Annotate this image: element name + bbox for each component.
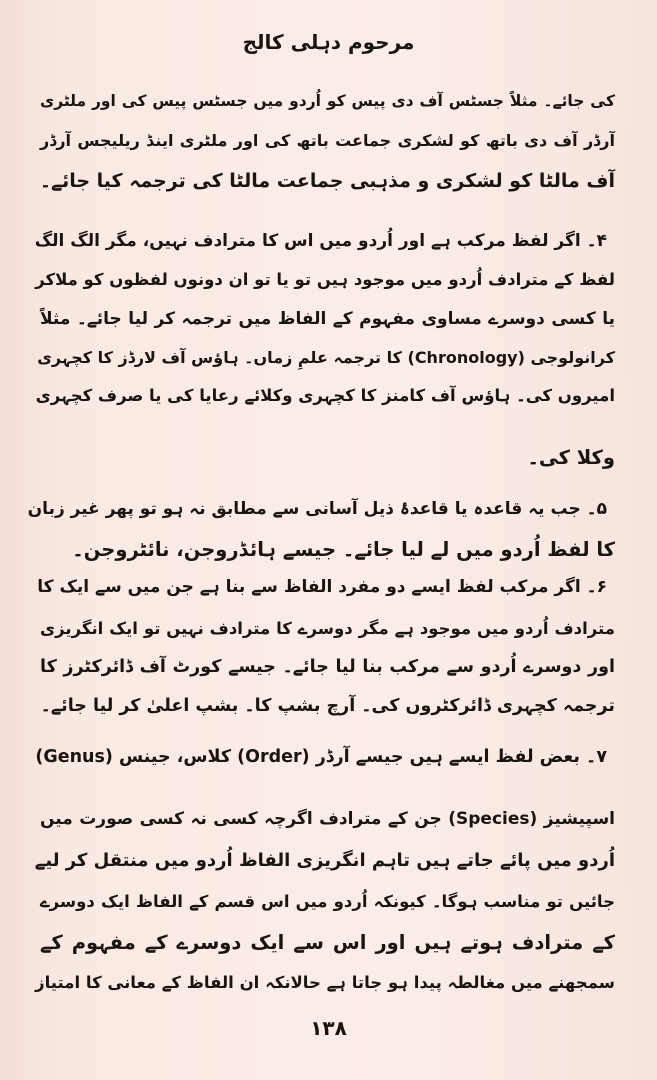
text-line: کے مترادف ہوتے ہیں اور اس سے ایک دوسرے کے مفہوم کے — [40, 931, 615, 954]
text-line: امیروں کی۔ ہاؤس آف کامنز کا کچہری وکلائے رعایا کی یا صرف کچہری — [35, 386, 615, 405]
text-line: کا لفظ اُردو میں لے لیا جائے۔ جیسے ہائڈروجن، نائٹروجن۔ — [72, 538, 615, 561]
text-line: یا کسی دوسرے مساوی مفہوم کے الفاظ میں ترجمہ کر لیا جائے۔ مثلاً — [40, 309, 615, 329]
text-line: اسپیشیز (Species) جن کے مترادف اگرچہ کسی نہ کسی صورت میں — [40, 809, 615, 829]
running-header: مرحوم دہلی کالج — [242, 30, 415, 54]
text-line: ۷۔ بعض لفظ ایسے ہیں جیسے آرڈر (Order) کلاس، جینس (Genus) — [35, 747, 607, 767]
text-line: وکلا کی۔ — [527, 446, 615, 469]
text-line: کرانولوجی (Chronology) کا ترجمہ علمِ زماں۔ ہاؤس آف لارڈز کا کچہری — [37, 348, 615, 367]
text-line: لفظ کے مترادف اُردو میں موجود ہیں تو یا تو ان دونوں لفظوں کو ملاکر — [35, 270, 615, 289]
text-line: سمجھنے میں مغالطہ پیدا ہو جاتا ہے حالانکہ ان الفاظ کے معانی کا امتیاز — [35, 973, 615, 992]
text-line: آرڈر آف دی باتھ کو لشکری جماعت باتھ کی اور ملٹری اینڈ ریلیجس آرڈر — [40, 131, 615, 150]
text-line: مترادف اُردو میں موجود ہے مگر دوسرے کا مترادف نہیں تو ایک انگریزی — [40, 619, 615, 638]
text-line: ۶۔ اگر مرکب لفظ ایسے دو مفرد الفاظ سے بنا ہے جن میں سے ایک کا — [37, 577, 607, 597]
text-line: اور دوسرے اُردو سے مرکب بنا لیا جائے۔ جیسے کورٹ آف ڈائرکٹرز کا — [40, 657, 615, 677]
text-line: ترجمہ کچہری ڈائرکٹروں کی۔ آرچ بشپ کا۔ بشپ اعلیٰ کر لیا جائے۔ — [40, 696, 615, 716]
page-number: ۱۳۸ — [310, 1016, 347, 1040]
text-line: جائیں تو مناسب ہوگا۔ کیونکہ اُردو میں اس قسم کے الفاظ ایک دوسرے — [40, 892, 615, 911]
text-line: اُردو میں پائے جاتے ہیں تاہم انگریزی الفاظ اُردو میں منتقل کر لیے — [34, 850, 615, 871]
text-line: آف مالٹا کو لشکری و مذہبی جماعت مالٹا کی ترجمہ کیا جائے۔ — [39, 170, 615, 192]
text-line: ۴۔ اگر لفظ مرکب ہے اور اُردو میں اس کا مترادف نہیں، مگر الگ الگ — [34, 231, 607, 251]
text-line: کی جائے۔ مثلاً جسٹس آف دی پیس کو اُردو میں جسٹس پیس کی اور ملٹری — [40, 92, 615, 110]
text-line: ۵۔ جب یہ قاعدہ یا قاعدۂ ذیل آسانی سے مطابق نہ ہو تو پھر غیر زبان — [27, 499, 607, 519]
